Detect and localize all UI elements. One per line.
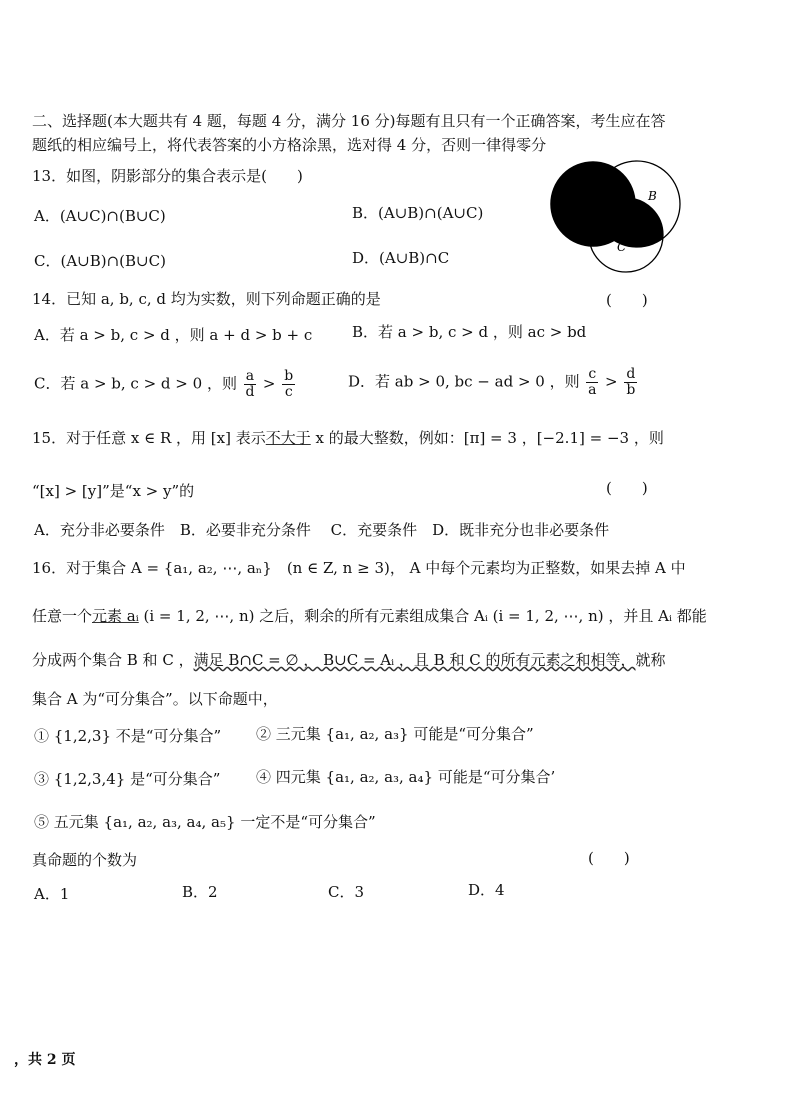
q14-option-c-frac1: $\frac{a}{d}$ <box>245 368 255 400</box>
venn-label-b: B <box>648 189 657 203</box>
q16-option-a[interactable]: A．1 <box>34 885 70 903</box>
q13-option-a[interactable]: A．(A∪C)∩(B∪C) <box>34 207 166 225</box>
q14-stem: 14．已知 a, b, c, d 均为实数，则下列命题正确的是 <box>32 290 381 308</box>
q14-option-d[interactable] <box>348 367 639 398</box>
q14-answer-paren[interactable]: ( ) <box>606 291 648 309</box>
q16-item-1: ① {1,2,3} 不是“可分集合” <box>34 727 222 745</box>
q14-option-d-text: D．若 ab > 0, bc − ad > 0 ，则 <box>348 372 580 391</box>
q16-line4: 集合 A 为“可分集合”。以下命题中， <box>32 690 278 708</box>
q16-answer-paren[interactable]: ( ) <box>588 849 630 867</box>
q15-answer-paren[interactable]: ( ) <box>606 479 648 497</box>
q16-line2: 任意一个元素 aᵢ (i = 1, 2, ⋯, n) 之后，剩余的所有元素组成集合 Aᵢ (i = 1, 2, ⋯, n) ，并且 Aᵢ 都能 <box>32 607 707 625</box>
section-header-line1: 二、选择题(本大题共有 4 题，每题 4 分，满分 16 分)每题有且只有一个正确答案，考生应在答 <box>32 112 666 130</box>
q13-stem: 13．如图，阴影部分的集合表示是( ) <box>32 167 303 185</box>
q14-option-a[interactable]: A．若 a > b, c > d ，则 a + d > b + c <box>34 326 313 344</box>
q16-item-3: ③ {1,2,3,4} 是“可分集合” <box>34 770 221 788</box>
q16-option-b[interactable]: B．2 <box>182 883 218 901</box>
q14-option-b[interactable]: B．若 a > b, c > d ，则 ac > bd <box>352 323 587 341</box>
q16-option-c[interactable]: C．3 <box>328 883 365 901</box>
q13-option-d[interactable]: D．(A∪B)∩C <box>352 249 450 267</box>
q15-stem: 15．对于任意 x ∈ R ，用 [x] 表示不大于 x 的最大整数，例如：[π] = 3 ，[−2.1] = −3 ，则 <box>32 429 664 447</box>
q13-option-b[interactable]: B．(A∪B)∩(A∪C) <box>352 204 484 222</box>
q16-item-4: ④ 四元集 {a₁, a₂, a₃, a₄} 可能是“可分集合’ <box>256 768 556 786</box>
q14-option-c-frac2: $\frac{b}{c}$ <box>284 368 294 400</box>
q14-option-c-text: C．若 a > b, c > d > 0 ，则 <box>34 374 237 393</box>
q16-line1: 16．对于集合 A = {a₁, a₂, ⋯, aₙ} (n ∈ Z, n ≥ 3)， A 中每个元素均为正整数，如果去掉 A 中 <box>32 559 686 577</box>
q14-option-d-frac2: $\frac{d}{b}$ <box>626 366 636 398</box>
venn-diagram <box>545 160 690 280</box>
q14-option-d-frac1: $\frac{c}{a}$ <box>588 366 597 398</box>
q16-option-d[interactable]: D．4 <box>468 881 505 899</box>
page-footer: ，共 2 页 <box>14 1052 76 1068</box>
q13-option-c[interactable]: C．(A∪B)∩(B∪C) <box>34 252 166 270</box>
q14-option-c-op: > <box>262 374 276 393</box>
q14-option-d-op: > <box>605 372 618 391</box>
venn-label-c: C <box>617 240 627 254</box>
section-header-line2: 题纸的相应编号上，将代表答案的小方格涂黑，选对得 4 分，否则一律得零分 <box>32 136 547 154</box>
q16-line3: 分成两个集合 B 和 C ，满足 B∩C = ∅ ， B∪C = Aᵢ ，且 B 和 C 的所有元素之和相等，就称 <box>32 651 666 669</box>
q14-option-c[interactable] <box>34 369 297 400</box>
q15-options[interactable]: A．充分非必要条件 B．必要非充分条件 C．充要条件 D．既非充分也非必要条件 <box>34 521 610 539</box>
q16-item-5: ⑤ 五元集 {a₁, a₂, a₃, a₄, a₅} 一定不是“可分集合” <box>34 813 376 831</box>
q16-ask: 真命题的个数为 <box>32 851 138 869</box>
q15-stem-line2: “[x] > [y]”是“x > y”的 <box>32 482 195 500</box>
q16-item-2: ② 三元集 {a₁, a₂, a₃} 可能是“可分集合” <box>256 725 534 743</box>
